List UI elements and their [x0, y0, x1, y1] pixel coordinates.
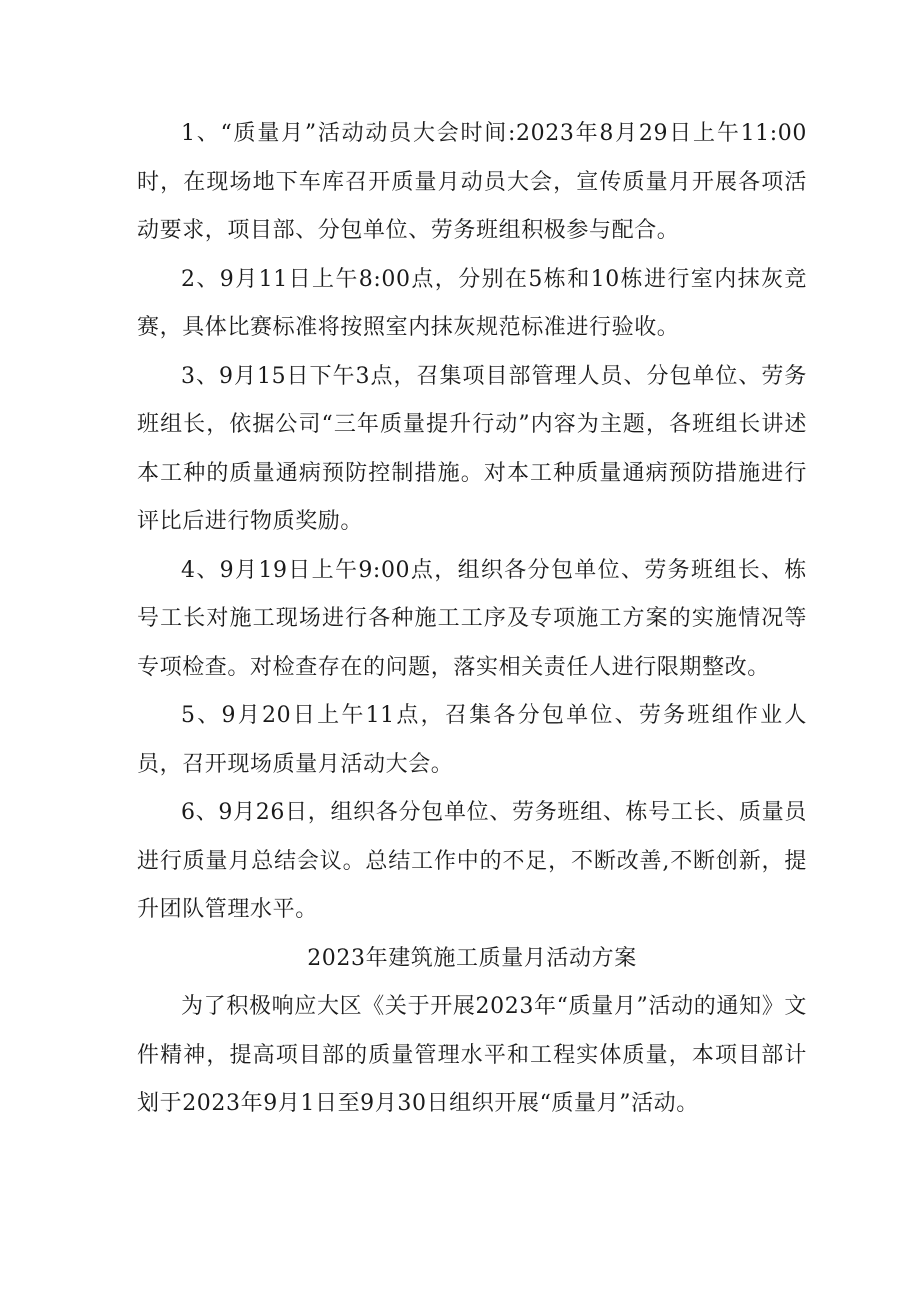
list-item: 6、9月26日，组织各分包单位、劳务班组、栋号工长、质量员进行质量月总结会议。总结工作中的不足，不断改善,不断创新，提升团队管理水平。 — [137, 800, 807, 922]
list-item: 3、9月15日下午3点，召集项目部管理人员、分包单位、劳务班组长，依据公司“三年质量提升行动”内容为主题，各班组长讲述本工种的质量通病预防控制措施。对本工种质量通病预防措施进行评比后进行物质奖励。 — [137, 363, 807, 534]
list-item: 1、“质量月”活动动员大会时间:2023年8月29日上午11:00时，在现场地下车库召开质量月动员大会，宣传质量月开展各项活动要求，项目部、分包单位、劳务班组积极参与配合。 — [137, 121, 807, 243]
list-item: 2、9月11日上午8:00点，分别在5栋和10栋进行室内抹灰竞赛，具体比赛标准将按照室内抹灰规范标准进行验收。 — [137, 266, 807, 340]
list-item: 5、9月20日上午11点，召集各分包单位、劳务班组作业人员，召开现场质量月活动大会。 — [137, 703, 807, 777]
document-body — [137, 110, 807, 1129]
section-title: 2023年建筑施工质量月活动方案 — [307, 945, 637, 971]
list-item: 4、9月19日上午9:00点，组织各分包单位、劳务班组长、栋号工长对施工现场进行各种施工工序及专项施工方案的实施情况等专项检查。对检查存在的问题，落实相关责任人进行限期整改。 — [137, 557, 807, 680]
intro-paragraph: 为了积极响应大区《关于开展2023年“质量月”活动的通知》文件精神，提高项目部的质量管理水平和工程实体质量，本项目部计划于2023年9月1日至9月30日组织开展“质量月”活动。 — [137, 994, 807, 1116]
